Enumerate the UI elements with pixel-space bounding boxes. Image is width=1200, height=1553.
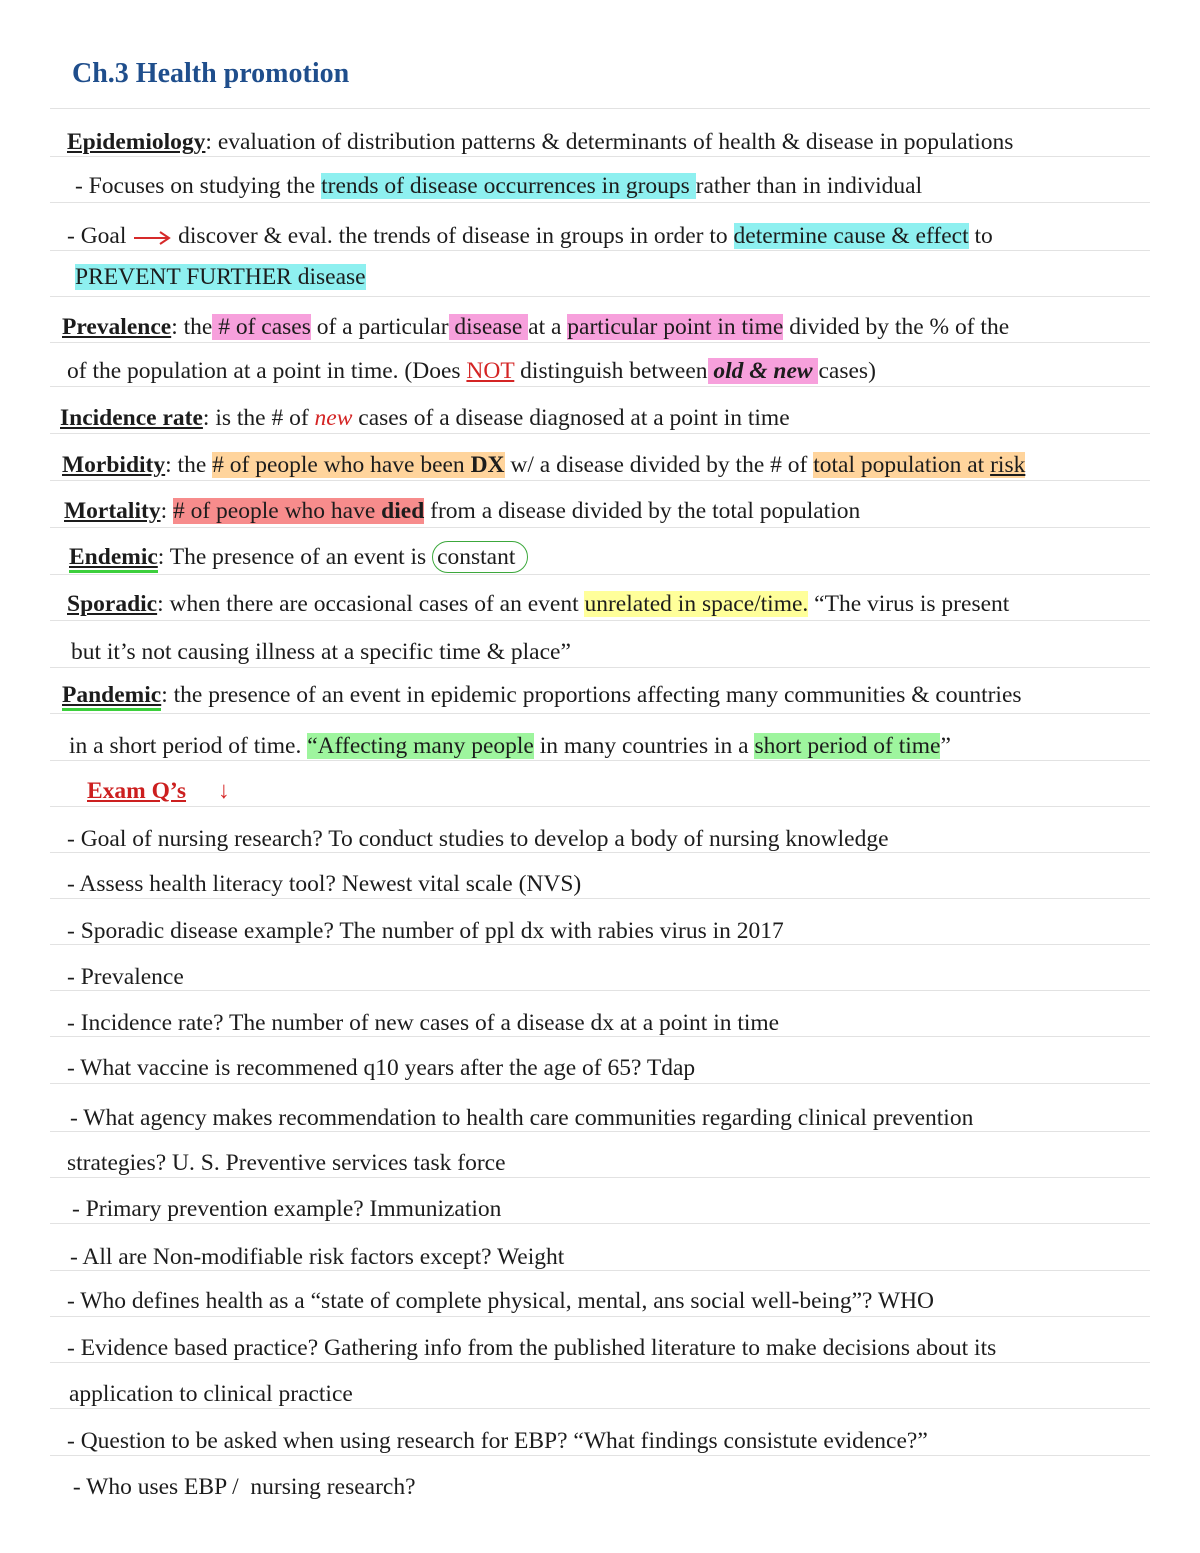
exam-item: - What agency makes recommendation to health care communities regarding clinical prevention — [70, 1105, 974, 1131]
text: risk — [990, 452, 1026, 478]
divider — [50, 250, 1150, 251]
text: discover & eval. the trends of disease in groups in order to — [172, 223, 734, 249]
divider — [50, 1455, 1150, 1456]
page-title: Ch.3 Health promotion — [72, 58, 350, 89]
text: w/ a disease divided by the # of — [504, 452, 814, 478]
exam-item: - All are Non-modifiable risk factors except? Weight — [70, 1244, 565, 1270]
pandemic-line-2 — [69, 735, 951, 759]
exam-item: - Assess health literacy tool? Newest vital scale (NVS) — [67, 871, 582, 897]
endemic-line — [69, 546, 528, 570]
term-morbidity: Morbidity — [62, 452, 166, 478]
divider — [50, 202, 1150, 203]
term-mortality: Mortality — [64, 498, 161, 524]
text: to — [968, 223, 993, 249]
divider — [50, 944, 1150, 945]
highlight-trends: trends of disease occurrences in groups — [321, 173, 696, 199]
mortality-line — [64, 500, 860, 524]
pandemic-line — [62, 684, 1022, 708]
divider — [50, 1362, 1150, 1363]
text: - Focuses on studying the — [75, 173, 322, 199]
text: # of people who have been — [212, 452, 471, 478]
divider — [50, 296, 1150, 297]
divider — [50, 760, 1150, 761]
highlight-cases: # of cases — [212, 314, 311, 340]
text: : when there are occasional cases of an event — [157, 591, 585, 617]
term-incidence-rate: Incidence rate — [60, 405, 203, 431]
term-epidemiology: Epidemiology — [67, 129, 206, 155]
exam-item: - Primary prevention example? Immunization — [72, 1196, 502, 1222]
text: : the presence of an event in epidemic proportions affecting many communities & countries — [161, 682, 1022, 708]
prevalence-line — [62, 316, 1009, 340]
highlight-old-new: old & new — [707, 358, 819, 384]
divider — [50, 156, 1150, 157]
divider — [50, 527, 1150, 528]
highlight-many-people: “Affecting many people — [307, 733, 534, 759]
exam-item: strategies? U. S. Preventive services task force — [67, 1150, 506, 1176]
highlight-short-period: short period of time — [754, 733, 941, 759]
text: in many countries in a — [533, 733, 755, 759]
divider — [50, 342, 1150, 343]
divider — [50, 1036, 1150, 1037]
text: from a disease divided by the total population — [424, 498, 861, 524]
highlight-population-risk — [813, 452, 1025, 478]
text: : is the # of — [202, 405, 315, 431]
highlight-unrelated: unrelated in space/time. — [584, 591, 809, 617]
highlight-point-in-time: particular point in time — [567, 314, 784, 340]
epidemiology-goal-line — [67, 225, 993, 249]
divider — [50, 852, 1150, 853]
divider — [50, 1270, 1150, 1271]
highlight-people-died — [173, 498, 424, 524]
right-arrow-icon — [132, 229, 172, 247]
exam-item: - What vaccine is recommened q10 years after the age of 65? Tdap — [67, 1055, 696, 1081]
divider — [50, 667, 1150, 668]
term-sporadic: Sporadic — [67, 591, 158, 617]
text: total population at — [813, 452, 991, 478]
divider — [50, 1177, 1150, 1178]
divider — [50, 1316, 1150, 1317]
text: ” — [940, 733, 951, 759]
text: divided by the % of the — [783, 314, 1010, 340]
highlight-disease: disease — [448, 314, 529, 340]
exam-item: application to clinical practice — [69, 1381, 353, 1407]
sporadic-line — [67, 593, 1009, 617]
down-arrow-icon: ↓ — [217, 778, 230, 804]
text: in a short period of time. — [69, 733, 308, 759]
text: - Goal — [67, 223, 133, 249]
highlight-cause-effect: determine cause & effect — [733, 223, 969, 249]
term-prevalence: Prevalence — [62, 314, 172, 340]
text: cases of a disease diagnosed at a point in time — [352, 405, 790, 431]
text: of a particular — [310, 314, 449, 340]
text: DX — [470, 452, 505, 478]
exam-heading-line — [87, 780, 230, 804]
exam-item: - Prevalence — [67, 964, 184, 990]
term-endemic: Endemic — [69, 544, 158, 573]
sporadic-line-2: but it’s not causing illness at a specific time & place” — [71, 639, 571, 665]
divider — [50, 1408, 1150, 1409]
divider — [50, 433, 1150, 434]
epidemiology-prevent-line — [75, 266, 366, 290]
text: died — [381, 498, 425, 524]
highlight-prevent: PREVENT FURTHER disease — [75, 264, 366, 290]
divider — [50, 1083, 1150, 1084]
epidemiology-focus-line — [75, 175, 922, 199]
text: : The presence of an event is — [157, 544, 433, 570]
divider — [50, 898, 1150, 899]
epidemiology-line — [67, 131, 1013, 155]
circled-constant: constant — [432, 541, 528, 573]
divider — [50, 990, 1150, 991]
divider — [50, 620, 1150, 621]
term-pandemic: Pandemic — [62, 682, 161, 711]
divider — [50, 480, 1150, 481]
exam-item: - Evidence based practice? Gathering info from the published literature to make decisions about its — [67, 1335, 997, 1361]
divider — [50, 108, 1150, 109]
text: distinguish between — [514, 358, 708, 384]
text: of the population at a point in time. (Does — [67, 358, 467, 384]
highlight-people-dx — [212, 452, 504, 478]
text: : — [160, 498, 173, 524]
divider — [50, 1223, 1150, 1224]
text: rather than in individual — [695, 173, 923, 199]
exam-item: - Sporadic disease example? The number of ppl dx with rabies virus in 2017 — [67, 918, 784, 944]
exam-item: - Who defines health as a “state of complete physical, mental, ans social well-being”? WHO — [67, 1288, 935, 1314]
text: at a — [528, 314, 568, 340]
new-emphasis: new — [314, 405, 353, 431]
divider — [50, 713, 1150, 714]
exam-item: - Who uses EBP / nursing research? — [67, 1474, 416, 1500]
epidemiology-definition: : evaluation of distribution patterns & determinants of health & disease in populations — [205, 129, 1014, 155]
exam-item: - Incidence rate? The number of new cases of a disease dx at a point in time — [67, 1010, 780, 1036]
divider — [50, 1131, 1150, 1132]
text: # of people who have — [172, 498, 382, 524]
text: : the — [171, 314, 213, 340]
text: “The virus is present — [808, 591, 1010, 617]
morbidity-line — [62, 454, 1025, 478]
not-emphasis: NOT — [466, 358, 515, 384]
exam-item: - Question to be asked when using research for EBP? “What findings consistute evidence?” — [67, 1428, 928, 1454]
incidence-line — [60, 407, 790, 431]
text: cases) — [818, 358, 876, 384]
exam-heading: Exam Q’s — [87, 778, 187, 804]
exam-item: - Goal of nursing research? To conduct studies to develop a body of nursing knowledge — [67, 826, 889, 852]
prevalence-line-2 — [67, 360, 876, 384]
text: : the — [165, 452, 213, 478]
divider — [50, 386, 1150, 387]
divider — [50, 806, 1150, 807]
divider — [50, 574, 1150, 575]
